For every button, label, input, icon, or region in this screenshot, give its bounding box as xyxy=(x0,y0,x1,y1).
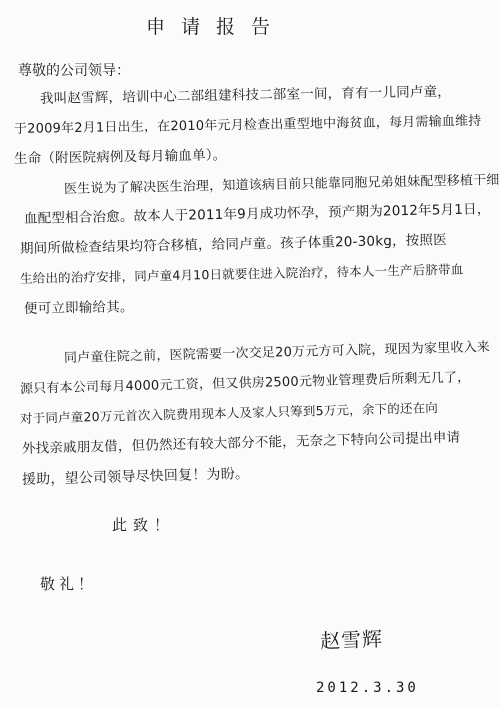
paragraph-1-line-1: 我叫赵雪辉，培训中心二部组建科技二部室一间，育有一儿同卢童， xyxy=(39,83,452,107)
paragraph-2-line-4: 生给出的治疗安排，同卢童4月10日就要住进入院治疗，待本人一生产后脐带血 xyxy=(19,261,464,286)
regards-text: 敬礼！ xyxy=(40,575,98,593)
paragraph-2-line-5: 便可立即输给其。 xyxy=(23,299,134,317)
paragraph-1-line-3: 生命（附医院病例及每月输血单）。 xyxy=(13,147,227,167)
paragraph-2-line-1: 医生说为了解决医生治理，知道该病目前只能靠同胞兄弟姐妹配型移植干细 xyxy=(63,172,500,197)
paragraph-3-line-1: 同卢童住院之前，医院需要一次交足20万元方可入院，现因为家里收入来 xyxy=(63,339,491,366)
paragraph-3-line-4: 外找亲戚朋友借，但仍然还有较大部分不能，无奈之下特向公司提出申请 xyxy=(21,429,461,457)
signature: 赵雪辉 xyxy=(319,626,384,654)
paragraph-1-line-2: 于2009年2月1日出生，在2010年元月检查出重型地中海贫血，每月需输血维持 xyxy=(13,113,482,137)
paragraph-3-line-5: 援助，望公司领导尽快回复！为盼。 xyxy=(21,466,250,488)
salutation: 尊敬的公司领导： xyxy=(18,63,130,79)
date: 2012.3.30 xyxy=(316,680,419,696)
paragraph-2-line-3: 期间所做检查结果均符合移植，给同卢童。孩子体重20-30kg，按照医 xyxy=(19,232,447,257)
paragraph-3-line-3: 对于同卢童20万元首次入院费用现本人及家人只筹到5万元，余下的还在向 xyxy=(19,400,439,426)
paragraph-3-line-2: 源只有本公司每月4000元工资，但又供房2500元物业管理费后所剩无几了， xyxy=(19,370,471,397)
paragraph-2-line-2: 血配型相合治愈。故本人于2011年9月成功怀孕，预产期为2012年5月1日， xyxy=(23,201,491,227)
document-title: 申请报告 xyxy=(146,16,287,38)
closing-text: 此致！ xyxy=(112,516,176,534)
